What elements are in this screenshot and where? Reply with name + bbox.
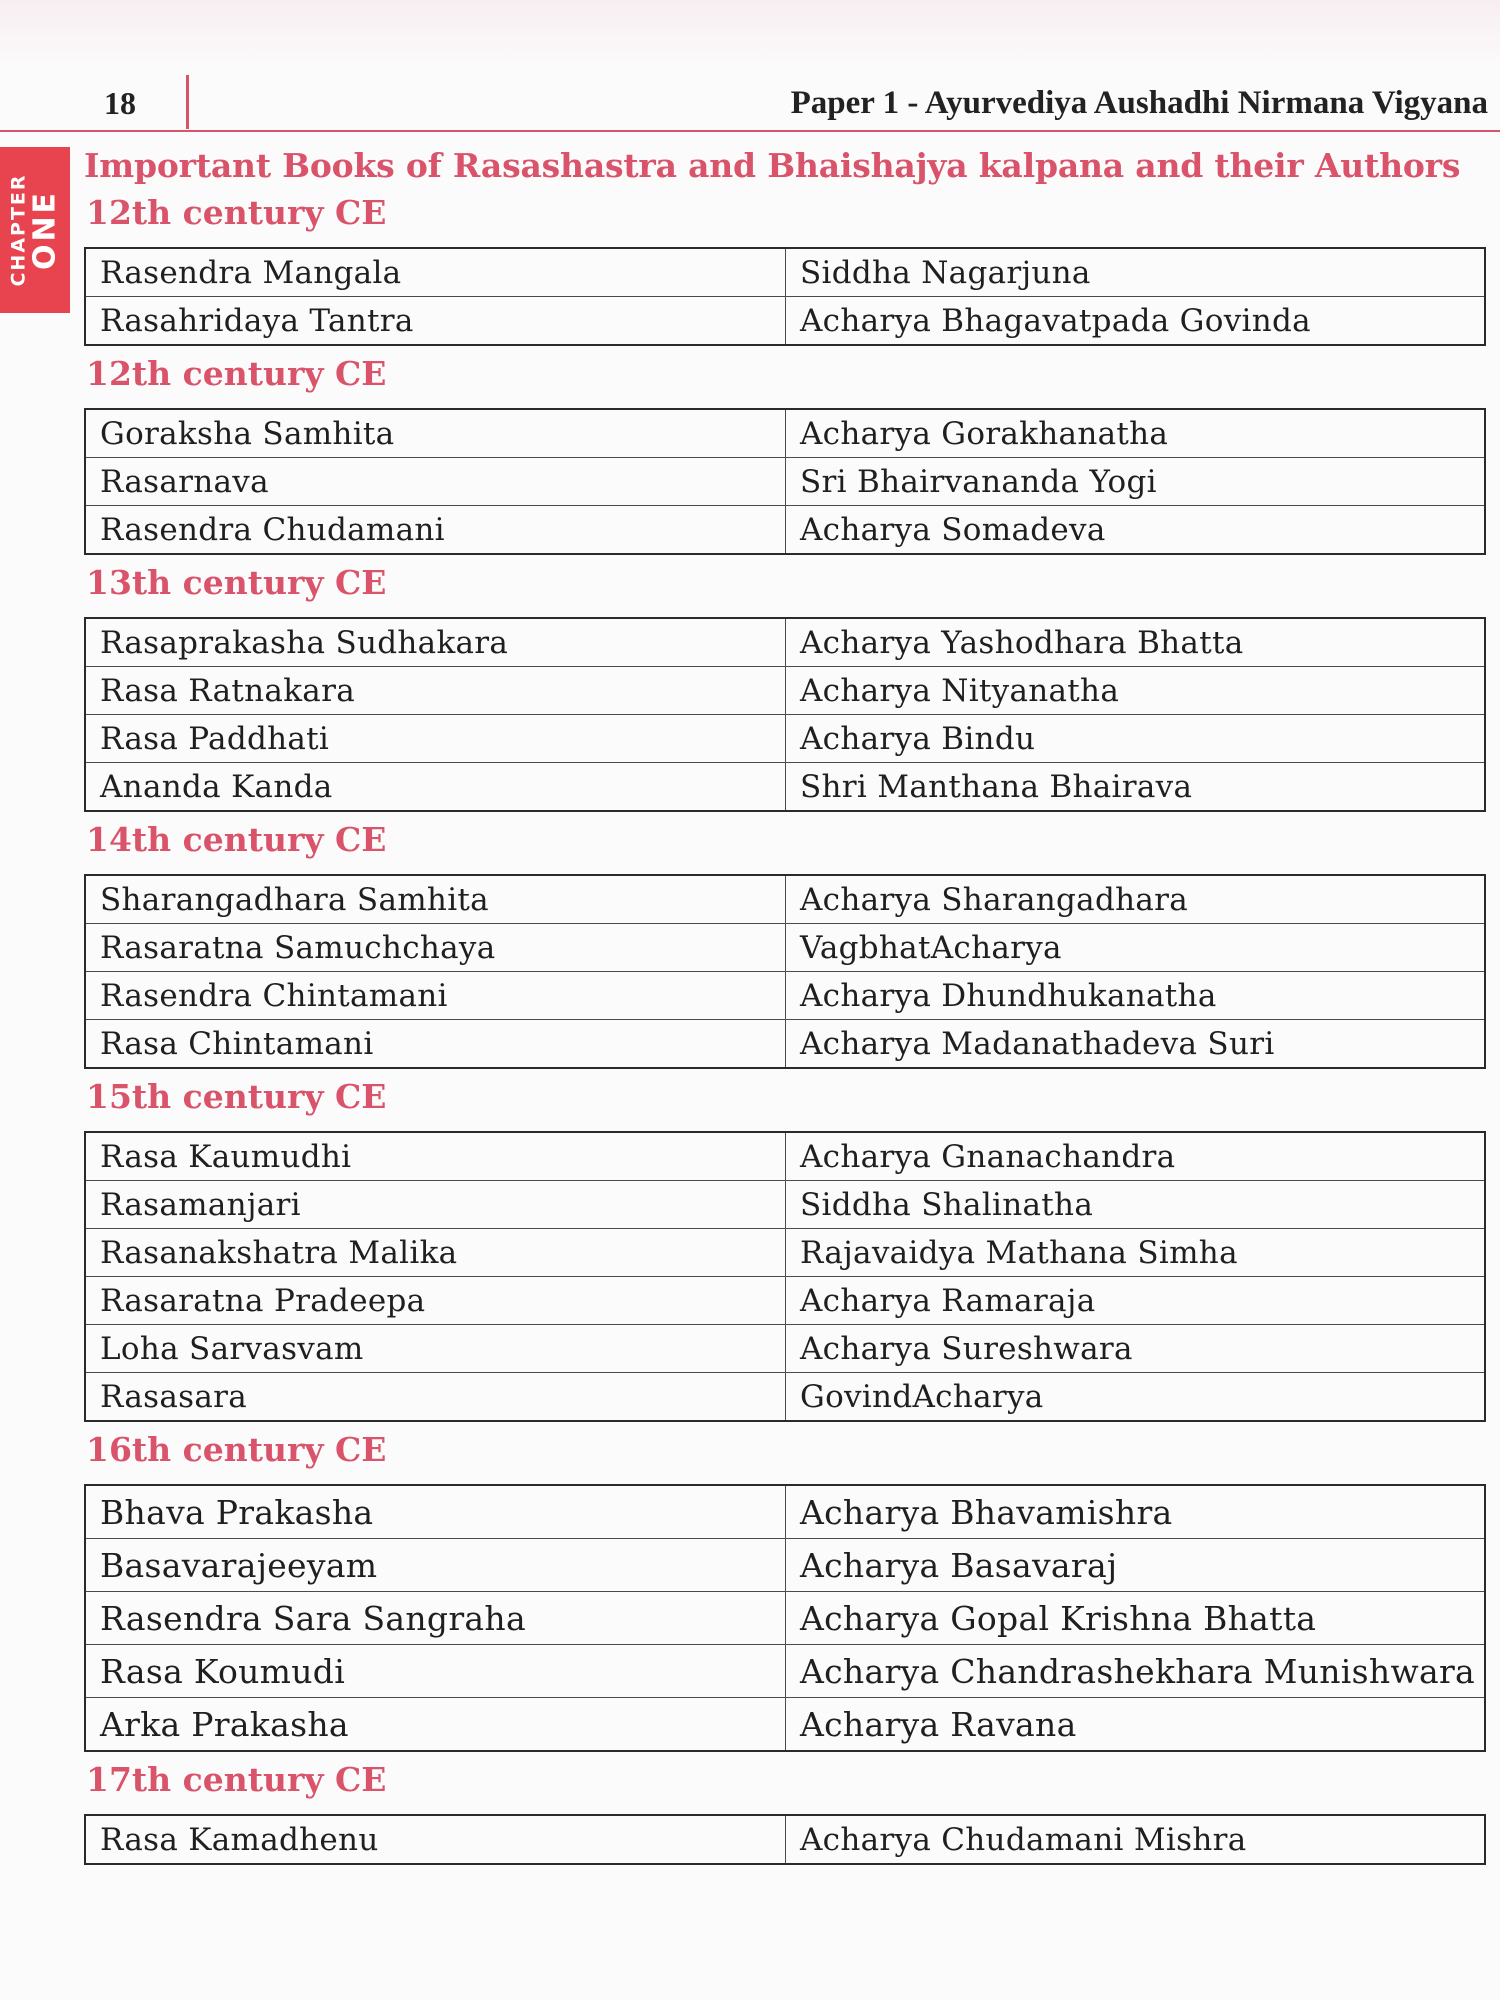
- author-cell: Shri Manthana Bhairava: [786, 763, 1486, 812]
- table-row: [85, 667, 1485, 715]
- author-cell: Acharya Gnanachandra: [786, 1132, 1486, 1181]
- book-title-cell: Ananda Kanda: [85, 763, 786, 812]
- author-cell: Acharya Bhagavatpada Govinda: [786, 297, 1486, 346]
- book-title-cell: Sharangadhara Samhita: [85, 875, 786, 924]
- table-row: [85, 458, 1485, 506]
- author-cell: Acharya Ramaraja: [786, 1277, 1486, 1325]
- book-title-cell: Rasendra Chintamani: [85, 972, 786, 1020]
- book-title-cell: Goraksha Samhita: [85, 409, 786, 458]
- books-table: [84, 1814, 1486, 1865]
- table-row: [85, 1325, 1485, 1373]
- books-table: [84, 1131, 1486, 1422]
- author-cell: Acharya Sharangadhara: [786, 875, 1486, 924]
- book-title-cell: Rasendra Mangala: [85, 248, 786, 297]
- table-row: [85, 1815, 1485, 1864]
- table-row: [85, 1373, 1485, 1422]
- author-cell: VagbhatAcharya: [786, 924, 1486, 972]
- book-title-cell: Rasanakshatra Malika: [85, 1229, 786, 1277]
- book-title-cell: Rasa Kaumudhi: [85, 1132, 786, 1181]
- book-title-cell: Rasamanjari: [85, 1181, 786, 1229]
- section-heading: 12th century CE: [86, 354, 387, 393]
- books-table: [84, 1484, 1486, 1752]
- author-cell: Acharya Sureshwara: [786, 1325, 1486, 1373]
- author-cell: Rajavaidya Mathana Simha: [786, 1229, 1486, 1277]
- author-cell: Siddha Nagarjuna: [786, 248, 1486, 297]
- author-cell: Acharya Gorakhanatha: [786, 409, 1486, 458]
- author-cell: Acharya Madanathadeva Suri: [786, 1020, 1486, 1069]
- table-row: [85, 875, 1485, 924]
- chapter-tab-label: CHAPTER: [7, 173, 30, 287]
- books-table: [84, 247, 1486, 346]
- author-cell: Siddha Shalinatha: [786, 1181, 1486, 1229]
- book-title-cell: Rasa Koumudi: [85, 1645, 786, 1698]
- book-title-cell: Rasa Kamadhenu: [85, 1815, 786, 1864]
- book-title-cell: Rasaprakasha Sudhakara: [85, 618, 786, 667]
- page-header: [0, 75, 1500, 135]
- author-cell: Acharya Bhavamishra: [786, 1485, 1486, 1539]
- author-cell: Acharya Somadeva: [786, 506, 1486, 555]
- book-title-cell: Rasasara: [85, 1373, 786, 1422]
- header-rule: [0, 130, 1500, 132]
- book-title-cell: Rasa Ratnakara: [85, 667, 786, 715]
- book-title-cell: Loha Sarvasvam: [85, 1325, 786, 1373]
- section-heading: 12th century CE: [86, 193, 387, 232]
- author-cell: Acharya Ravana: [786, 1698, 1486, 1752]
- book-title-cell: Arka Prakasha: [85, 1698, 786, 1752]
- table-row: [85, 297, 1485, 346]
- book-title-cell: Rasa Chintamani: [85, 1020, 786, 1069]
- table-row: [85, 1539, 1485, 1592]
- book-title-cell: Rasarnava: [85, 458, 786, 506]
- running-title: Paper 1 - Ayurvediya Aushadhi Nirmana Vigyana: [790, 85, 1488, 121]
- table-row: [85, 1229, 1485, 1277]
- table-row: [85, 924, 1485, 972]
- table-row: [85, 1645, 1485, 1698]
- book-title-cell: Rasa Paddhati: [85, 715, 786, 763]
- section-heading: 16th century CE: [86, 1430, 387, 1469]
- table-row: [85, 248, 1485, 297]
- book-title-cell: Bhava Prakasha: [85, 1485, 786, 1539]
- table-row: [85, 506, 1485, 555]
- table-row: [85, 618, 1485, 667]
- author-cell: Acharya Basavaraj: [786, 1539, 1486, 1592]
- author-cell: Acharya Bindu: [786, 715, 1486, 763]
- book-title-cell: Rasahridaya Tantra: [85, 297, 786, 346]
- table-row: [85, 1698, 1485, 1752]
- page-content: [84, 143, 1488, 1869]
- author-cell: Acharya Dhundhukanatha: [786, 972, 1486, 1020]
- section-heading: 13th century CE: [86, 563, 387, 602]
- table-row: [85, 409, 1485, 458]
- table-row: [85, 972, 1485, 1020]
- author-cell: Acharya Gopal Krishna Bhatta: [786, 1592, 1486, 1645]
- table-row: [85, 1592, 1485, 1645]
- book-title-cell: Rasaratna Pradeepa: [85, 1277, 786, 1325]
- table-row: [85, 1132, 1485, 1181]
- book-title-cell: Rasaratna Samuchchaya: [85, 924, 786, 972]
- book-title-cell: Rasendra Chudamani: [85, 506, 786, 555]
- header-divider: [186, 75, 189, 129]
- table-row: [85, 1020, 1485, 1069]
- page-top-band: [0, 0, 1500, 70]
- section-heading: 14th century CE: [86, 820, 387, 859]
- author-cell: Sri Bhairvananda Yogi: [786, 458, 1486, 506]
- books-table: [84, 408, 1486, 555]
- book-title-cell: Rasendra Sara Sangraha: [85, 1592, 786, 1645]
- book-title-cell: Basavarajeeyam: [85, 1539, 786, 1592]
- page-title: Important Books of Rasashastra and Bhaishajya kalpana and their Authors: [84, 146, 1461, 185]
- section-heading: 15th century CE: [86, 1077, 387, 1116]
- table-row: [85, 715, 1485, 763]
- author-cell: Acharya Chandrashekhara Munishwara: [786, 1645, 1486, 1698]
- author-cell: GovindAcharya: [786, 1373, 1486, 1422]
- section-heading: 17th century CE: [86, 1760, 387, 1799]
- books-table: [84, 874, 1486, 1069]
- author-cell: Acharya Chudamani Mishra: [786, 1815, 1486, 1864]
- author-cell: Acharya Yashodhara Bhatta: [786, 618, 1486, 667]
- author-cell: Acharya Nityanatha: [786, 667, 1486, 715]
- chapter-tab-number: ONE: [27, 189, 63, 271]
- books-table: [84, 617, 1486, 812]
- page-number: 18: [104, 85, 136, 121]
- table-row: [85, 1181, 1485, 1229]
- table-row: [85, 1485, 1485, 1539]
- table-row: [85, 763, 1485, 812]
- chapter-tab: [0, 147, 70, 313]
- table-row: [85, 1277, 1485, 1325]
